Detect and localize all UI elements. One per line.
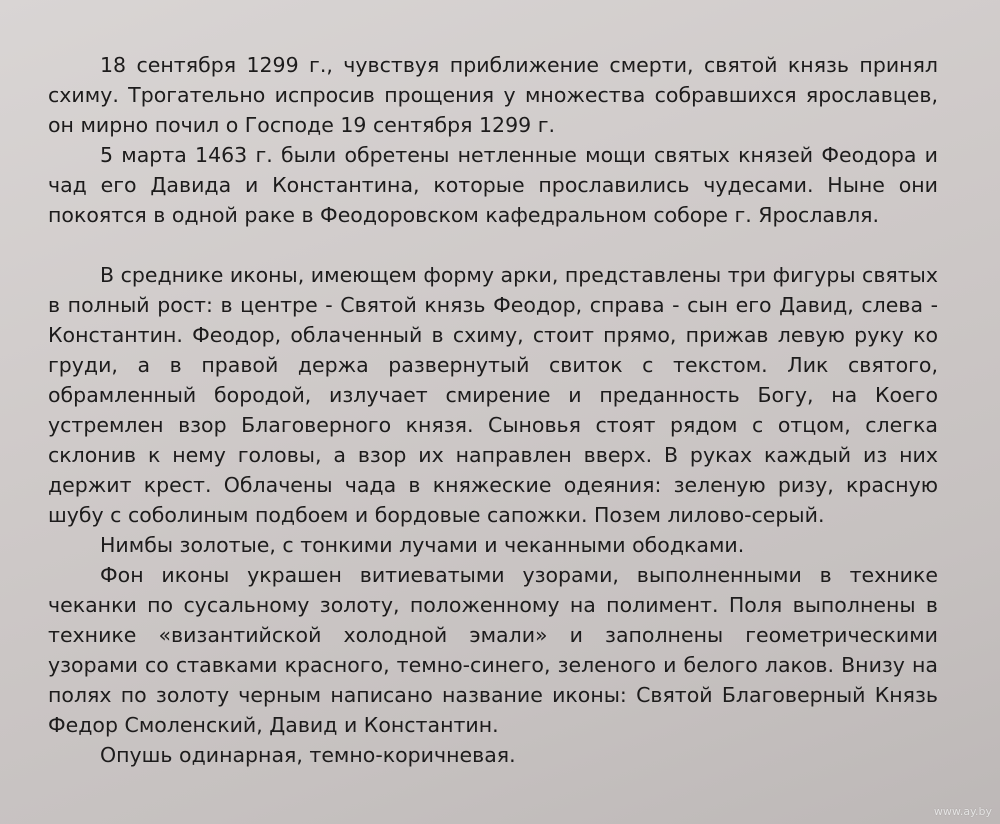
paragraph-icon-center: В среднике иконы, имеющем форму арки, представлены три фигуры святых в полный рост: в центре - Святой князь Феодор, справа - сын его Давид, слева - Константин. Феодор, облаченный в схиму, стоит прямо, прижав левую руку ко груди, а в правой держа развернутый свиток с текстом. Лик святого, обрамленный бородой, излучает смирение и преданность Богу, на Коего устремлен взор Благоверного князя. Сыновья стоят рядом с отцом, слегка склонив к нему головы, а взор их направлен вверх. В руках каждый из них держит крест. Облачены чада в княжеские одеяния: зеленую ризу, красную шубу с соболиным подбоем и бордовые сапожки. Позем лилово-серый. (48, 263, 938, 527)
paragraph-border: Опушь одинарная, темно-коричневая. (100, 743, 516, 767)
paragraph-gap (48, 230, 938, 260)
watermark-text: www.ay.by (933, 805, 992, 818)
paragraph-background: Фон иконы украшен витиеватыми узорами, выполненными в технике чеканки по сусальному золоту, положенному на полимент. Поля выполнены в технике «византийской холодной эмали» и заполнены геометрическими узорами со ставками красного, темно-синего, зеленого и белого лаков. Внизу на полях по золоту черным написано название иконы: Святой Благоверный Князь Федор Смоленский, Давид и Константин. (48, 563, 938, 737)
paragraph-relics: 5 марта 1463 г. были обретены нетленные мощи святых князей Феодора и чад его Давида и Константина, которые прославились чудесами. Ныне они покоятся в одной раке в Феодоровском кафедральном соборе г. Ярославля. (48, 143, 938, 227)
paragraph-death-of-prince: 18 сентября 1299 г., чувствуя приближение смерти, святой князь принял схиму. Трогательно испросив прощения у множества собравшихся ярославцев, он мирно почил о Господе 19 сентября 1299 г. (48, 53, 938, 137)
paragraph-halos: Нимбы золотые, с тонкими лучами и чеканными ободками. (100, 533, 745, 557)
document-page (48, 50, 938, 770)
